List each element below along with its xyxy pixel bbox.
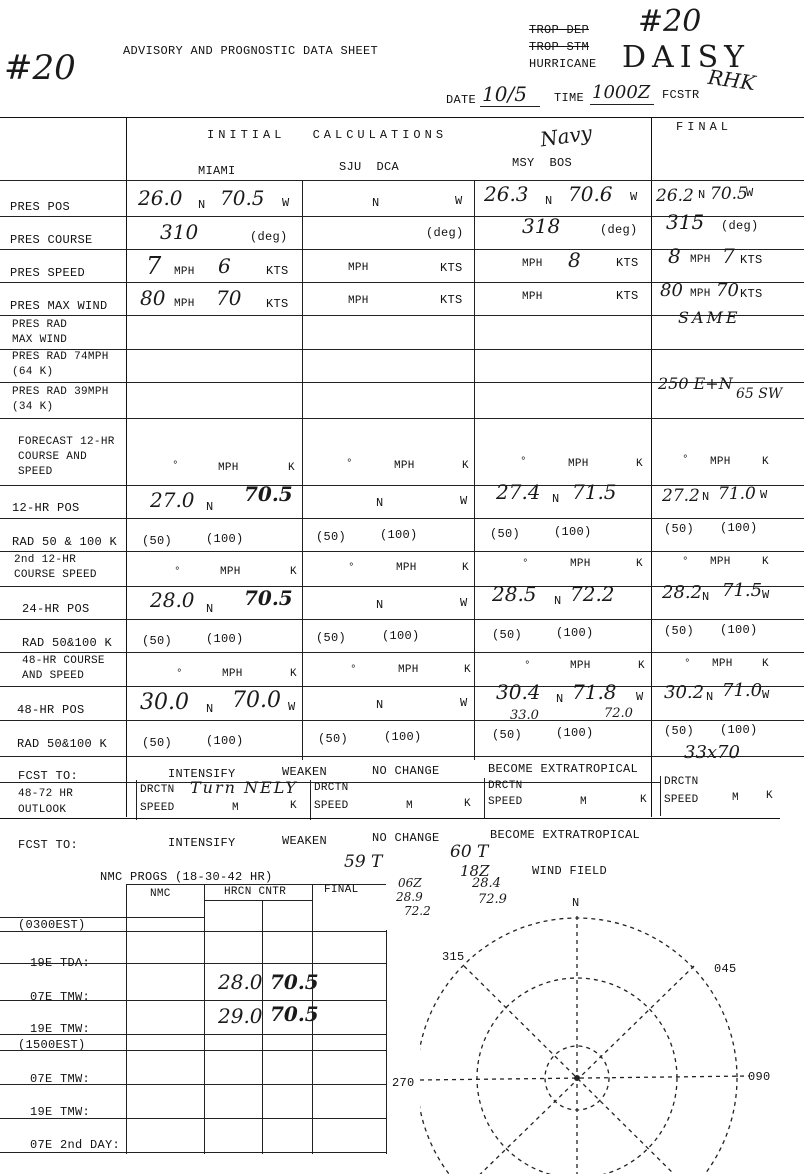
mph-unit: MPH [712, 658, 733, 670]
deg-symbol: ° [682, 556, 689, 568]
kts-unit: KTS [616, 256, 639, 270]
k-unit: K [762, 658, 769, 670]
fcst-to-label-2: FCST TO: [18, 838, 79, 852]
miami-24hr-lon: 70.5 [244, 586, 293, 610]
deg-symbol: ° [524, 660, 531, 672]
sheet-title: ADVISORY AND PROGNOSTIC DATA SHEET [123, 44, 379, 58]
miami-48hr-lat: 30.0 [140, 690, 189, 715]
hrcn-07e-lon: 70.5 [270, 970, 319, 994]
mph-unit: MPH [570, 660, 591, 672]
r50: (50) [492, 728, 523, 742]
k-unit: K [636, 458, 643, 470]
note-28-9: 28.9 [396, 890, 423, 904]
note-72-9: 72.9 [478, 892, 507, 907]
w-unit: W [282, 196, 290, 210]
r50: (50) [142, 534, 173, 548]
k-unit: K [766, 790, 773, 802]
label-48hr-course: 48-HR COURSE AND SPEED [22, 655, 105, 682]
kts-unit: KTS [266, 264, 289, 278]
final-24hr-lat: 28.2 [662, 582, 703, 603]
r100: (100) [720, 723, 758, 737]
final-48hr-lat: 30.2 [664, 682, 705, 703]
weaken-option-2: WEAKEN [282, 834, 328, 848]
deg-symbol: ° [350, 664, 357, 676]
msy-12hr-lat: 27.4 [496, 480, 541, 504]
mph-unit: MPH [222, 668, 243, 680]
deg-symbol: ° [172, 460, 179, 472]
label-pres-rad-74: PRES RAD 74MPH (64 K) [12, 351, 109, 378]
wind-field-090-label: 090 [748, 1070, 771, 1084]
w-unit: W [288, 700, 296, 714]
drctn-value: Turn NELY [190, 778, 298, 797]
nmc-row-1500est: (1500EST) [18, 1038, 86, 1052]
mph-unit: MPH [522, 291, 543, 303]
mph-unit: MPH [396, 562, 417, 574]
r100: (100) [556, 626, 594, 640]
become-extratropical-option: BECOME EXTRATROPICAL [488, 762, 639, 776]
speed-label: SPEED [314, 800, 349, 812]
k-unit: K [636, 558, 643, 570]
final-header: FINAL [676, 120, 733, 134]
n-unit: N [556, 692, 564, 706]
nmc-row-07e-tmw: 07E TMW: [30, 990, 91, 1004]
msy-48hr-lon-alt: 72.0 [604, 706, 633, 721]
m-unit: M [580, 796, 587, 808]
hrcn-19e-lon: 70.5 [270, 1002, 319, 1026]
storm-type-hurricane: HURRICANE [529, 57, 597, 71]
drctn-label: DRCTN [488, 780, 523, 792]
nmc-row-19e-tmw: 19E TMW: [30, 1022, 91, 1036]
r100: (100) [556, 726, 594, 740]
nmc-row-07e-2nd-day: 07E 2nd DAY: [30, 1138, 121, 1152]
storm-number: #20 [638, 4, 702, 39]
mph-unit: MPH [710, 556, 731, 568]
col-miami: MIAMI [198, 164, 236, 178]
r100: (100) [720, 623, 758, 637]
deg-symbol: ° [684, 658, 691, 670]
k-unit: K [462, 460, 469, 472]
label-forecast-12hr: FORECAST 12-HR COURSE AND SPEED [18, 436, 115, 478]
mph-unit: MPH [690, 288, 711, 300]
msy-pres-pos-lat: 26.3 [484, 182, 529, 206]
mph-unit: MPH [220, 566, 241, 578]
date-label: DATE [446, 93, 477, 107]
miami-12hr-lon: 70.5 [244, 482, 293, 506]
miami-pres-speed-kts: 6 [218, 254, 231, 278]
mph-unit: MPH [218, 462, 239, 474]
label-pres-max-wind: PRES MAX WIND [10, 299, 108, 313]
col-final: FINAL [324, 884, 359, 896]
wind-field-315-label: 315 [442, 950, 465, 964]
r50: (50) [664, 624, 695, 638]
label-24hr-pos: 24-HR POS [22, 602, 90, 616]
mph-unit: MPH [174, 266, 195, 278]
r50: (50) [316, 530, 347, 544]
n-unit: N [554, 594, 562, 608]
r100: (100) [382, 629, 420, 643]
m-unit: M [732, 792, 739, 804]
deg-unit: (deg) [721, 219, 759, 233]
col-msy-bos: MSY BOS [512, 156, 573, 170]
nmc-row-19e-tmw-2: 19E TMW: [30, 1105, 91, 1119]
nmc-row-07e-tmw-2: 07E TMW: [30, 1072, 91, 1086]
k-unit: K [638, 660, 645, 672]
w-unit: W [630, 190, 638, 204]
final-max-wind-mph: 80 [660, 280, 683, 301]
msy-48hr-lat-alt: 33.0 [510, 708, 539, 723]
final-rad-max-wind: SAME [678, 308, 741, 327]
label-pres-rad-max-wind: PRES RAD MAX WIND [12, 319, 68, 346]
kts-unit: KTS [440, 293, 463, 307]
label-pres-pos: PRES POS [10, 200, 71, 214]
n-unit: N [376, 598, 384, 612]
miami-pres-pos-lat: 26.0 [138, 186, 183, 210]
n-unit: N [198, 198, 206, 212]
r50: (50) [490, 527, 521, 541]
n-unit: N [702, 490, 710, 504]
k-unit: K [762, 456, 769, 468]
label-rad-50-100-c: RAD 50&100 K [17, 737, 108, 751]
msy-24hr-lat: 28.5 [492, 582, 537, 606]
nmc-row-19e-tda: 19E TDA: [30, 956, 91, 970]
n-unit: N [702, 590, 710, 604]
w-unit: W [460, 696, 468, 710]
n-unit: N [545, 194, 553, 208]
w-unit: W [460, 596, 468, 610]
mph-unit: MPH [398, 664, 419, 676]
mph-unit: MPH [690, 254, 711, 266]
deg-symbol: ° [522, 558, 529, 570]
note-59t: 59 T [344, 852, 383, 872]
r100: (100) [206, 532, 244, 546]
r50: (50) [318, 732, 349, 746]
n-unit: N [206, 500, 214, 514]
fcst-to-label: FCST TO: [18, 769, 79, 783]
n-unit: N [376, 496, 384, 510]
r100: (100) [206, 734, 244, 748]
label-rad-50-100-b: RAD 50&100 K [22, 636, 113, 650]
drctn-label: DRCTN [664, 776, 699, 788]
time-value: 1000Z [592, 82, 651, 103]
left-storm-number: #20 [4, 48, 76, 88]
note-18z: 18Z [460, 862, 490, 880]
storm-name: DAISY [622, 40, 750, 75]
w-unit: W [760, 488, 768, 502]
deg-unit: (deg) [250, 230, 288, 244]
k-unit: K [464, 798, 471, 810]
w-unit: W [746, 186, 754, 200]
final-pres-speed-mph: 8 [668, 244, 681, 268]
final-rad-39-a: 250 E+N [658, 374, 733, 393]
r50: (50) [664, 522, 695, 536]
mph-unit: MPH [174, 298, 195, 310]
fcstr-value: RHK [706, 64, 757, 96]
speed-label: SPEED [488, 796, 523, 808]
hrcn-07e-lat: 28.0 [218, 970, 263, 994]
miami-max-wind-kts: 70 [216, 286, 242, 310]
deg-symbol: ° [346, 458, 353, 470]
drctn-label: DRCTN [140, 784, 175, 796]
deg-unit: (deg) [426, 226, 464, 240]
r100: (100) [380, 528, 418, 542]
n-unit: N [372, 196, 380, 210]
final-12hr-lon: 71.0 [718, 484, 756, 504]
r100: (100) [720, 521, 758, 535]
msy-12hr-lon: 71.5 [572, 480, 617, 504]
k-unit: K [762, 556, 769, 568]
final-24hr-lon: 71.5 [722, 580, 763, 601]
time-label: TIME [554, 91, 585, 105]
wind-field-title: WIND FIELD [532, 864, 608, 878]
miami-pres-course: 310 [160, 220, 199, 244]
final-12hr-lat: 27.2 [662, 486, 700, 506]
navy-note: Navy [538, 120, 594, 152]
mph-unit: MPH [348, 262, 369, 274]
outlook-label: 48-72 HR OUTLOOK [18, 788, 74, 816]
final-pres-pos-lat: 26.2 [656, 186, 694, 206]
final-48hr-lon: 71.0 [722, 680, 763, 701]
msy-48hr-lon: 71.8 [572, 680, 617, 704]
kts-unit: KTS [740, 253, 763, 267]
col-nmc: NMC [150, 888, 171, 900]
become-extratropical-option-2: BECOME EXTRATROPICAL [490, 828, 641, 842]
k-unit: K [288, 462, 295, 474]
kts-unit: KTS [266, 297, 289, 311]
msy-48hr-lat: 30.4 [496, 680, 541, 704]
m-unit: M [406, 800, 413, 812]
msy-pres-pos-lon: 70.6 [568, 182, 613, 206]
speed-label: SPEED [664, 794, 699, 806]
final-pres-course: 315 [666, 210, 705, 234]
r100: (100) [206, 632, 244, 646]
no-change-option: NO CHANGE [372, 764, 440, 778]
r100: (100) [554, 525, 592, 539]
nmc-progs-title: NMC PROGS (18-30-42 HR) [100, 870, 273, 884]
w-unit: W [762, 588, 770, 602]
note-28-4: 28.4 [472, 876, 501, 891]
miami-max-wind-mph: 80 [140, 286, 166, 310]
nmc-row-0300est: (0300EST) [18, 918, 86, 932]
deg-symbol: ° [174, 566, 181, 578]
n-unit: N [706, 690, 714, 704]
storm-type-trop-dep: TROP DEP [529, 23, 590, 37]
label-12hr-pos: 12-HR POS [12, 501, 80, 515]
miami-24hr-lat: 28.0 [150, 588, 195, 612]
col-hrcn-cntr: HRCN CNTR [224, 886, 287, 898]
date-value: 10/5 [482, 82, 527, 106]
k-unit: K [462, 562, 469, 574]
msy-pres-course: 318 [522, 214, 561, 238]
r50: (50) [142, 736, 173, 750]
mph-unit: MPH [394, 460, 415, 472]
deg-symbol: ° [520, 456, 527, 468]
label-48hr-pos: 48-HR POS [17, 703, 85, 717]
note-60t: 60 T [450, 842, 489, 862]
miami-12hr-lat: 27.0 [150, 488, 195, 512]
deg-symbol: ° [348, 562, 355, 574]
r50: (50) [664, 724, 695, 738]
n-unit: N [552, 492, 560, 506]
final-pres-pos-lon: 70.5 [710, 184, 748, 204]
k-unit: K [290, 800, 297, 812]
storm-type-trop-stm: TROP STM [529, 40, 590, 54]
r50: (50) [492, 628, 523, 642]
m-unit: M [232, 802, 239, 814]
note-06z: 06Z [398, 876, 422, 890]
msy-24hr-lon: 72.2 [570, 582, 615, 606]
kts-unit: KTS [440, 261, 463, 275]
note-72-2: 72.2 [404, 904, 431, 918]
deg-unit: (deg) [600, 223, 638, 237]
deg-symbol: ° [176, 668, 183, 680]
mph-unit: MPH [522, 258, 543, 270]
w-unit: W [460, 494, 468, 508]
w-unit: W [762, 688, 770, 702]
mph-unit: MPH [570, 558, 591, 570]
label-pres-course: PRES COURSE [10, 233, 93, 247]
wind-field-270-label: 270 [392, 1076, 415, 1090]
initial-calculations-header: INITIAL CALCULATIONS [207, 128, 448, 142]
weaken-option: WEAKEN [282, 765, 328, 779]
col-sju-dca: SJU DCA [339, 160, 400, 174]
k-unit: K [464, 664, 471, 676]
k-unit: K [290, 566, 297, 578]
w-unit: W [455, 194, 463, 208]
intensify-option-2: INTENSIFY [168, 836, 236, 850]
n-unit: N [698, 188, 706, 202]
wind-field-n-label: N [572, 896, 580, 910]
final-rad-note: 33x70 [684, 742, 740, 763]
label-pres-rad-39: PRES RAD 39MPH (34 K) [12, 386, 109, 413]
mph-unit: MPH [568, 458, 589, 470]
miami-pres-speed-mph: 7 [146, 252, 162, 280]
mph-unit: MPH [710, 456, 731, 468]
deg-symbol: ° [682, 454, 689, 466]
speed-label: SPEED [140, 802, 175, 814]
miami-pres-pos-lon: 70.5 [220, 186, 265, 210]
r50: (50) [316, 631, 347, 645]
drctn-label: DRCTN [314, 782, 349, 794]
n-unit: N [206, 702, 214, 716]
w-unit: W [636, 690, 644, 704]
final-rad-39-b: 65 SW [736, 386, 783, 402]
final-pres-speed-kts: 7 [722, 244, 735, 268]
label-pres-speed: PRES SPEED [10, 266, 86, 280]
miami-48hr-lon: 70.0 [232, 688, 281, 713]
k-unit: K [290, 668, 297, 680]
wind-field-045-label: 045 [714, 962, 737, 976]
label-2nd-12hr: 2nd 12-HR COURSE SPEED [14, 554, 97, 581]
k-unit: K [640, 794, 647, 806]
r100: (100) [384, 730, 422, 744]
n-unit: N [376, 698, 384, 712]
fcstr-label: FCSTR [662, 88, 700, 102]
intensify-option: INTENSIFY [168, 767, 236, 781]
kts-unit: KTS [740, 287, 763, 301]
label-rad-50-100-a: RAD 50 & 100 K [12, 535, 118, 549]
no-change-option-2: NO CHANGE [372, 831, 440, 845]
kts-unit: KTS [616, 289, 639, 303]
mph-unit: MPH [348, 295, 369, 307]
hrcn-19e-lat: 29.0 [218, 1004, 263, 1028]
final-max-wind-kts: 70 [716, 280, 739, 301]
n-unit: N [206, 602, 214, 616]
r50: (50) [142, 634, 173, 648]
msy-pres-speed-kts: 8 [568, 248, 581, 272]
wind-field-diagram [420, 910, 804, 1174]
